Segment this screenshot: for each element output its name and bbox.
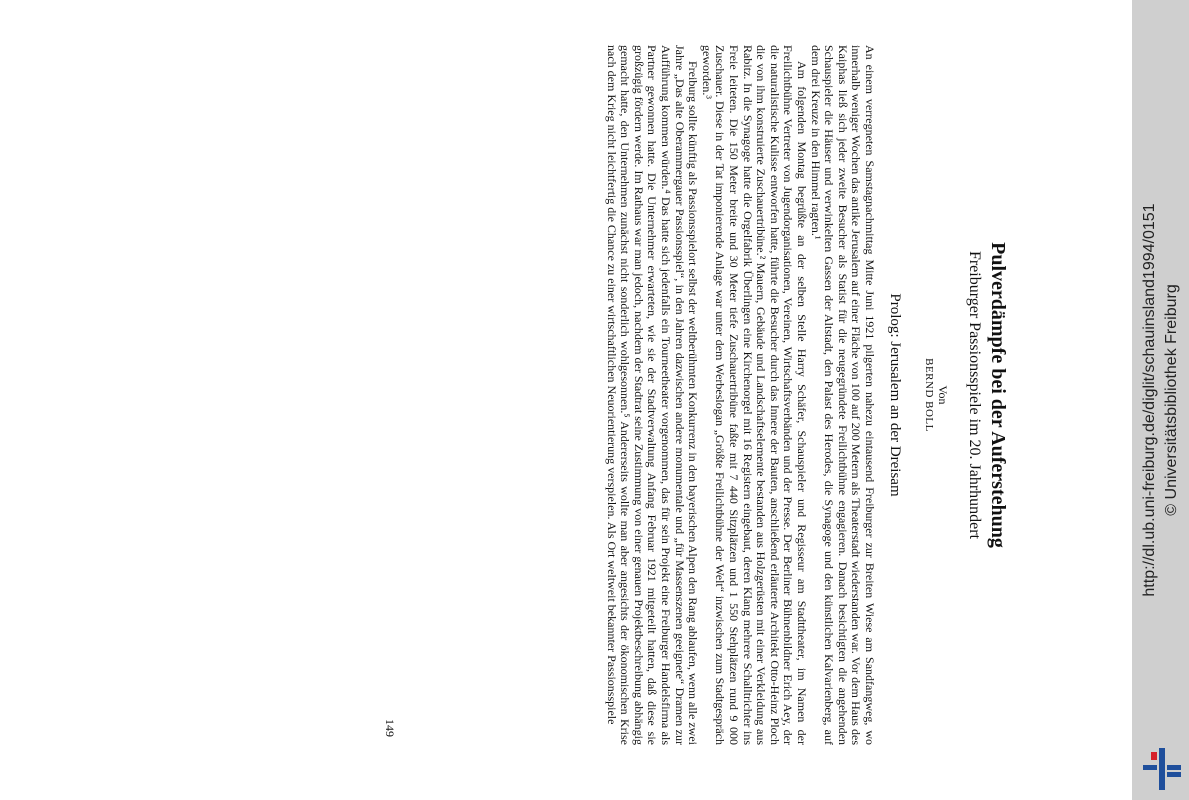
document-page [383, 45, 1010, 745]
library-logo-icon [1143, 748, 1181, 790]
copyright-notice: © Universitätsbibliothek Freiburg [1162, 284, 1180, 516]
article-subtitle: Freiburger Passionsspiele im 20. Jahrhundert [966, 250, 983, 540]
byline: Von [936, 385, 950, 405]
sidebar-text-block [1139, 0, 1183, 800]
page-number: 149 [383, 719, 397, 737]
paragraph-3: Freiburg sollte künftig als Passionsspielort selbst der weltberühmten Konkurrenz in den bayerischen Alpen den Rang ablaufen, wenn alle zwei Jahre „Das alte Oberammergauer Passionsspiel“, in den Jahren dazwischen andere monumentale und „für Massenszenen geeignete“ Dramen zur Aufführung kommen würden.⁴ Das hatte sich jedenfalls ein Tourneetheater vorgenommen, das für sein Projekt eine Freiburger Handelsfirma als Partner gewonnen hatte. Die Unternehmer erwarteten, wie sie der Stadtverwaltung Anfang Februar 1921 mitgeteilt hatten, daß diese sie großzügig fördern werde. Im Rathaus war man jedoch, nachdem der Stadtrat seine Zustimmung von einer genauen Projektbeschreibung abhängig gemacht hatte, den Unternehmen zunächst nicht sonderlich wohlgesonnen.⁵ Andererseits wollte man aber angesichts der ökonomischen Krise nach dem Krieg nicht leichtfertig die Chance zu einer wirtschaftlichen Neuorientierung verspielen. Als Ort weltweit bekannter Passionsspiele [604, 45, 701, 745]
source-url-link[interactable]: http://dl.ub.uni-freiburg.de/diglit/schauinsland1994/0151 [1140, 203, 1158, 597]
paragraph-1: An einem verregneten Samstagnachmittag Mitte Juni 1921 pilgerten nahezu eintausend Freiburger zur Breiten Wiese am Sandfangweg, wo innerhalb weniger Wochen das antike Jerusalem auf einer Fläche von 100 auf 200 Metern als Theaterstadt wiederstanden war. Vor dem Haus des Kaiphas ließ sich jeder zweite Besucher als Statist für die neugegründete Freilichtbühne engagieren. Danach besichtigten die angehenden Schauspieler die Häuser und verwinkelten Gassen der Altstadt, den Palast des Herodes, die Synagoge und den künstlichen Kalvarienberg, auf dem drei Kreuze in den Himmel ragten.¹ [808, 45, 877, 745]
author-name: BERND BOLL [923, 358, 935, 432]
article-title: Pulverdämpfe bei der Auferstehung [987, 242, 1009, 548]
paragraph-2: Am folgenden Montag begrüßte an der selben Stelle Harry Schäfer, Schauspieler und Regisseur am Stadttheater, im Namen der Freilichtbühne Vertreter von Jugendorganisationen, Vereinen, Wirtschaftsverbänden und der Presse. Der Berliner Bühnenbildner Erich Aey, der die naturalistische Kulisse entworfen hatte, führte die Besucher durch das Innere der Bauten, anschließend erläuterte Architekt Otto-Heinz Ploch die von ihm konstruierte Zuschauertribüne.² Mauern, Gebäude und Landschaftselemente bestanden aus Holzgerüsten mit einer Verkleidung aus Rabitz. In die Synagoge hatte die Orgelfabrik Überlingen eine Kirchenorgel mit 16 Registern eingebaut, deren Klang mehrere Schalltrichter ins Freie leiteten. Die 150 Meter breite und 30 Meter tiefe Zuschauertribüne faßte mit 7 440 Sitzplätzen und 1 550 Stehplätzen rund 9 000 Zuschauer. Diese in der Tat imponierende Anlage war unter dem Werbeslogan „Größte Freilichtbühne der Welt“ inzwischen zum Stadtgespräch geworden.³ [699, 45, 810, 745]
viewer-sidebar [1132, 0, 1189, 800]
section-heading: Prolog: Jerusalem an der Dreisam [887, 293, 903, 497]
